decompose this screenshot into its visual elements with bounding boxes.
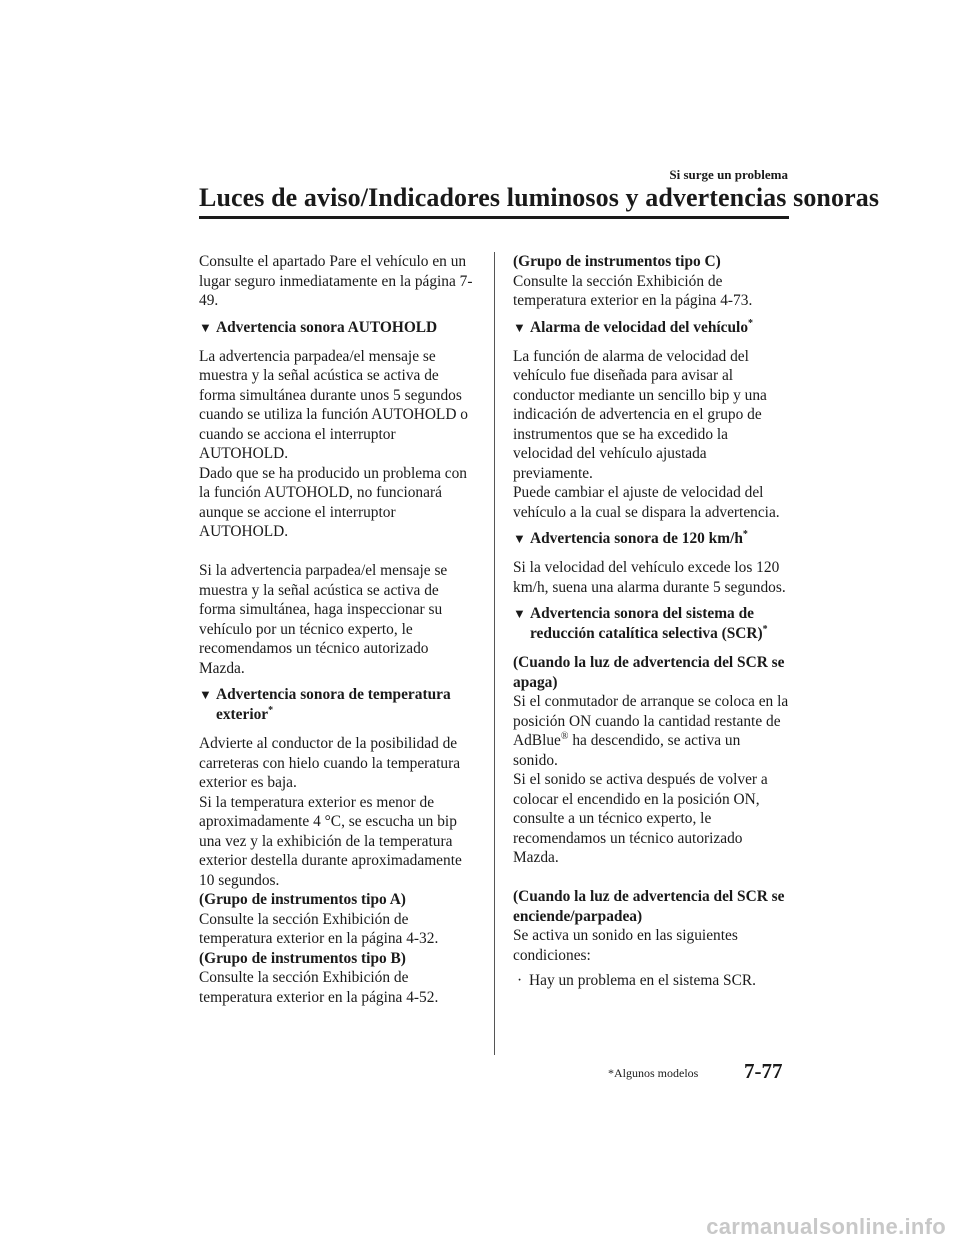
group-b-text: Consulte la sección Exhibición de temperatura exterior en la página 4-52.: [199, 969, 439, 1006]
speed-paragraph-1: La función de alarma de velocidad del vehículo fue diseñada para avisar al conductor mediante un sencillo bip y una indicación de advertencia en el grupo de instrumentos que se ha excedido la velocidad del vehículo ajustada previamente.: [513, 347, 767, 482]
asterisk-mark: *: [742, 528, 748, 540]
intro-paragraph: Consulte el apartado Pare el vehículo en un lugar seguro inmediatamente en la página 7-49.: [199, 253, 473, 309]
group-b-label: (Grupo de instrumentos tipo B): [199, 949, 406, 967]
right-column: [513, 252, 789, 991]
group-c-label: (Grupo de instrumentos tipo C): [513, 253, 721, 270]
scr-heading: [513, 604, 789, 644]
bullet-icon: ·: [517, 972, 523, 989]
speed-paragraph-2: Puede cambiar el ajuste de velocidad del vehículo a la cual se dispara la advertencia.: [513, 484, 780, 521]
header-rule: [199, 216, 789, 219]
section-label: Si surge un problema: [669, 167, 788, 182]
autohold-paragraph-1: La advertencia parpadea/el mensaje se muestra y la señal acústica se activa de forma simultánea durante unos 5 segundos cuando se utiliza la función AUTOHOLD o cuando se acciona el interruptor AUTOHOLD.: [199, 347, 468, 462]
asterisk-mark: *: [748, 317, 754, 329]
footnote: *Algunos modelos: [608, 1066, 699, 1080]
page-title: Luces de aviso/Indicadores luminosos y advertencias sonoras: [199, 183, 880, 212]
triangle-icon: ▼: [199, 319, 212, 335]
scr-on-paragraph: Se activa un sonido en las siguientes condiciones:: [513, 927, 738, 964]
kmh-heading: [513, 529, 789, 549]
speed-heading-text: Alarma de velocidad del vehículo: [530, 318, 749, 336]
autohold-heading: [199, 318, 475, 338]
scr-off-text-b: ha descendido, se activa un sonido.: [513, 732, 741, 769]
temp-paragraph-1: Advierte al conductor de la posibilidad de carreteras con hielo cuando la temperatura exterior es baja.: [199, 735, 461, 791]
temp-heading: [199, 685, 475, 725]
asterisk-mark: *: [762, 623, 768, 635]
scr-off-paragraph-2: Si el sonido se activa después de volver a colocar el encendido en la posición ON, consulte a un técnico experto, le recomendamos un técnico autorizado Mazda.: [513, 771, 768, 866]
group-c-text: Consulte la sección Exhibición de temperatura exterior en la página 4-73.: [513, 272, 753, 309]
left-column: [199, 252, 475, 1007]
autohold-paragraph-2: Dado que se ha producido un problema con la función AUTOHOLD, no funcionará aunque se accione el interruptor AUTOHOLD.: [199, 464, 467, 540]
group-a-text: Consulte la sección Exhibición de temperatura exterior en la página 4-32.: [199, 910, 439, 947]
autohold-paragraph-3: Si la advertencia parpadea/el mensaje se muestra y la señal acústica se activa de forma simultánea, haga inspeccionar su vehículo por un técnico experto, le recomendamos un técnico autorizado Mazda.: [199, 562, 448, 677]
triangle-icon: ▼: [199, 687, 212, 702]
registered-mark: ®: [560, 730, 569, 742]
temp-paragraph-2: Si la temperatura exterior es menor de aproximadamente 4 °C, se escucha un bip una vez y la exhibición de la temperatura exterior destella durante aproximadamente 10 segundos.: [199, 793, 462, 889]
triangle-icon: ▼: [513, 606, 526, 621]
speed-heading: [513, 318, 789, 338]
triangle-icon: ▼: [513, 319, 526, 335]
bullet-text: Hay un problema en el sistema SCR.: [529, 972, 756, 989]
triangle-icon: ▼: [513, 531, 526, 546]
list-item: [513, 971, 789, 991]
kmh-heading-text: Advertencia sonora de 120 km/h: [530, 530, 743, 547]
kmh-paragraph: Si la velocidad del vehículo excede los 120 km/h, suena una alarma durante 5 segundos.: [513, 559, 786, 596]
group-a-label: (Grupo de instrumentos tipo A): [199, 891, 406, 908]
scr-off-heading: (Cuando la luz de advertencia del SCR se apaga): [513, 654, 785, 691]
temp-heading-text: Advertencia sonora de temperatura exterior: [216, 686, 451, 723]
watermark: carmanualsonline.info: [706, 1214, 946, 1239]
page-number: 7-77: [744, 1059, 783, 1083]
scr-on-heading: (Cuando la luz de advertencia del SCR se enciende/parpadea): [513, 888, 785, 925]
asterisk-mark: *: [268, 704, 274, 716]
column-divider: [494, 252, 495, 1055]
scr-heading-text: Advertencia sonora del sistema de reducción catalítica selectiva (SCR): [530, 605, 763, 642]
autohold-heading-text: Advertencia sonora AUTOHOLD: [216, 318, 438, 336]
scr-off-text-a: Si el conmutador de arranque se coloca en la posición ON cuando la cantidad restante de AdBlue: [513, 693, 789, 749]
scr-off-paragraph-1: [513, 692, 789, 770]
